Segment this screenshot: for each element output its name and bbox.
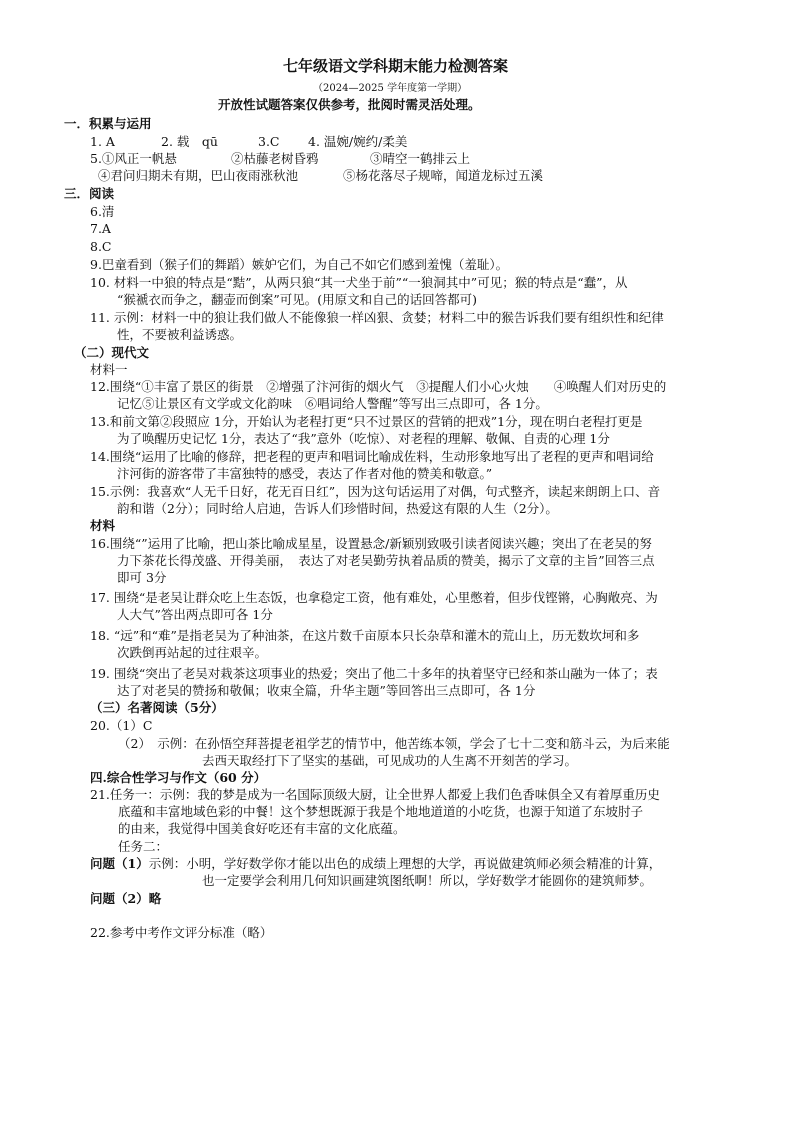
problem-1-text: 示例：小明，学好数学你才能以出色的成绩上理想的大学，再说做建筑师必须会精准的计算， — [148, 856, 662, 871]
answer-q5-2: ②枯藤老树昏鸦 — [231, 151, 319, 166]
answer-q9: 9.巴童看到（猴子们的舞蹈）嫉妒它们，为自己不如它们感到羞愧（羞耻）。 — [90, 257, 509, 272]
answer-q18-line1: 18. “远”和“难”是指老吴为了种油茶，在这片数千亩原本只长杂草和灌木的荒山上，历无数坎坷和多 — [90, 628, 640, 643]
answer-q20-2-line1: （2） 示例：在孙悟空拜菩提老祖学艺的情节中，他苦练本领，学会了七十二变和筋斗云，为后来能 — [118, 736, 670, 751]
answer-q14-line1: 14.围绕“运用了比喻的修辞，把老程的更声和唱词比喻成佐料，生动形象地写出了老程的更声和唱词给 — [90, 449, 654, 464]
answer-q6: 6.清 — [90, 204, 115, 219]
answer-q21-line3: 的由来，我觉得中国美食好吃还有丰富的文化底蕴。 — [118, 821, 406, 836]
section-1-heading: 一．积累与运用 — [64, 116, 152, 131]
answer-q12-line1: 12.围绕“①丰富了景区的街景 ②增强了汴河街的烟火气 ③提醒人们小心火烛 ④唤醒人们对历史的 — [90, 379, 667, 394]
answer-q17-line1: 17. 围绕“是老吴让群众吃上生态饭，也拿稳定工资，他有难处，心里憋着，但步伐铿锵，心胸敞亮、为 — [90, 590, 658, 605]
answer-q20-1: 20.（1）C — [90, 718, 153, 733]
material-2-label: 材料 — [90, 518, 116, 533]
answer-q5-4: ④君问归期未有期，巴山夜雨涨秋池 — [98, 168, 299, 183]
answer-q4: 4. 温婉/婉约/柔美 — [308, 134, 408, 149]
answer-q2: 2. 载 qū — [161, 134, 218, 149]
answer-q7: 7.A — [90, 221, 111, 236]
answer-q14-line2: 汴河街的游客带了丰富独特的感受，表达了作者对他的赞美和敬意。” — [117, 466, 493, 481]
answer-q5-5: ⑤杨花落尽子规啼，闻道龙标过五溪 — [343, 168, 544, 183]
answer-q17-line2: 人大气”答出两点即可各 1分 — [117, 607, 273, 622]
answer-q16-line2: 力下茶花长得茂盛、开得美丽， 表达了对老吴勤劳执着品质的赞美，揭示了文章的主旨”回答三点 — [117, 553, 655, 568]
answer-q10-line1: 10. 材料一中狼的特点是“黠”，从两只狼“其一犬坐于前”“一狼洞其中”可见；猴的特点是“蠢”，从 — [90, 275, 628, 290]
school-year-subtitle: （2024—2025 学年度第一学期） — [313, 83, 468, 94]
answer-q22: 22.参考中考作文评分标准（略） — [90, 925, 273, 940]
answer-q15-line2: 韵和谐（2分）；同时给人启迪，告诉人们珍惜时间，热爱这有限的人生（2分）。 — [117, 501, 558, 516]
section-4-heading: 四.综合性学习与作文（60 分） — [90, 770, 267, 785]
modern-text-heading: （二）现代文 — [74, 345, 150, 360]
answer-q11-line2: 性，不要被利益诱惑。 — [117, 327, 243, 342]
answer-q11-line1: 11. 示例：材料一中的狼让我们做人不能像狼一样凶狠、贪婪；材料二中的猴告诉我们要有组织性和纪律 — [90, 310, 664, 325]
grading-note: 开放性试题答案仅供参考，批阅时需灵活处理。 — [218, 97, 481, 112]
answer-q15-line1: 15.示例：我喜欢“人无千日好，花无百日红”，因为这句话运用了对偶，句式整齐，读起来朗朗上口、音 — [90, 484, 661, 499]
answer-q19-line1: 19. 围绕“突出了老吴对栽茶这项事业的热爱；突出了他二十多年的执着坚守已经和茶山融为一体了；表 — [90, 666, 658, 681]
task-2-label: 任务二： — [118, 839, 169, 854]
material-1-label: 材料一 — [90, 362, 128, 377]
problem-1-label: 问题（1） — [90, 856, 149, 871]
answer-q19-line2: 达了对老吴的赞扬和敬佩；收束全篇，升华主题”等回答出三点即可，各 1分 — [117, 683, 536, 698]
problem-1-line2: 也一定要学会利用几何知识画建筑图纸啊！所以，学好数学才能圆你的建筑师梦。 — [202, 873, 653, 888]
answer-q8: 8.C — [90, 239, 112, 254]
answer-q16-line1: 16.围绕“”运用了比喻，把山茶比喻成星星，设置悬念/新颖别致吸引读者阅读兴趣；突出了在老吴的努 — [90, 536, 652, 551]
answer-q12-line2: 记忆⑤让景区有文学或文化韵味 ⑥唱词给人警醒”等写出三点即可，各 1分。 — [117, 396, 548, 411]
answer-q13-line1: 13.和前文第②段照应 1分，开始认为老程打更“只不过景区的营销的把戏”1分，现在明白老程打更是 — [90, 414, 643, 429]
answer-q21-line2: 底蕴和丰富地域色彩的中餐！这个梦想既源于我是个地地道道的小吃货，也源于知道了东坡肘子 — [118, 804, 644, 819]
answer-q18-line2: 次跌倒再站起的过往艰辛。 — [117, 645, 268, 660]
answer-q1: 1. A — [90, 134, 115, 149]
answer-q16-line3: 即可 3分 — [117, 570, 167, 585]
problem-2: 问题（2）略 — [90, 891, 162, 906]
classics-heading: （三）名著阅读（5分） — [90, 700, 224, 715]
problem-1-line1 — [90, 855, 661, 872]
answer-q20-2-line2: 去西天取经打下了坚实的基础，可见成功的人生离不开刻苦的学习。 — [202, 753, 578, 768]
answer-q13-line2: 为了唤醒历史记忆 1分，表达了“我”意外（吃惊）、对老程的理解、敬佩、自责的心理 1分 — [117, 431, 610, 446]
answer-q5-3: ③晴空一鹤排云上 — [370, 151, 471, 166]
answer-q21-line1: 21.任务一：示例：我的梦是成为一名国际顶级大厨，让全世界人都爱上我们色香味俱全又有着厚重历史 — [90, 787, 660, 802]
answer-q3: 3.C — [258, 134, 280, 149]
answer-q10-line2: “猴褫衣而争之，翻壶而倒案”可见。(用原文和自己的话回答都可) — [117, 292, 478, 307]
answer-q5-1: 5.①风正一帆悬 — [90, 151, 177, 166]
section-3-heading: 三．阅读 — [64, 186, 115, 201]
page-title: 七年级语文学科期末能力检测答案 — [283, 57, 509, 75]
